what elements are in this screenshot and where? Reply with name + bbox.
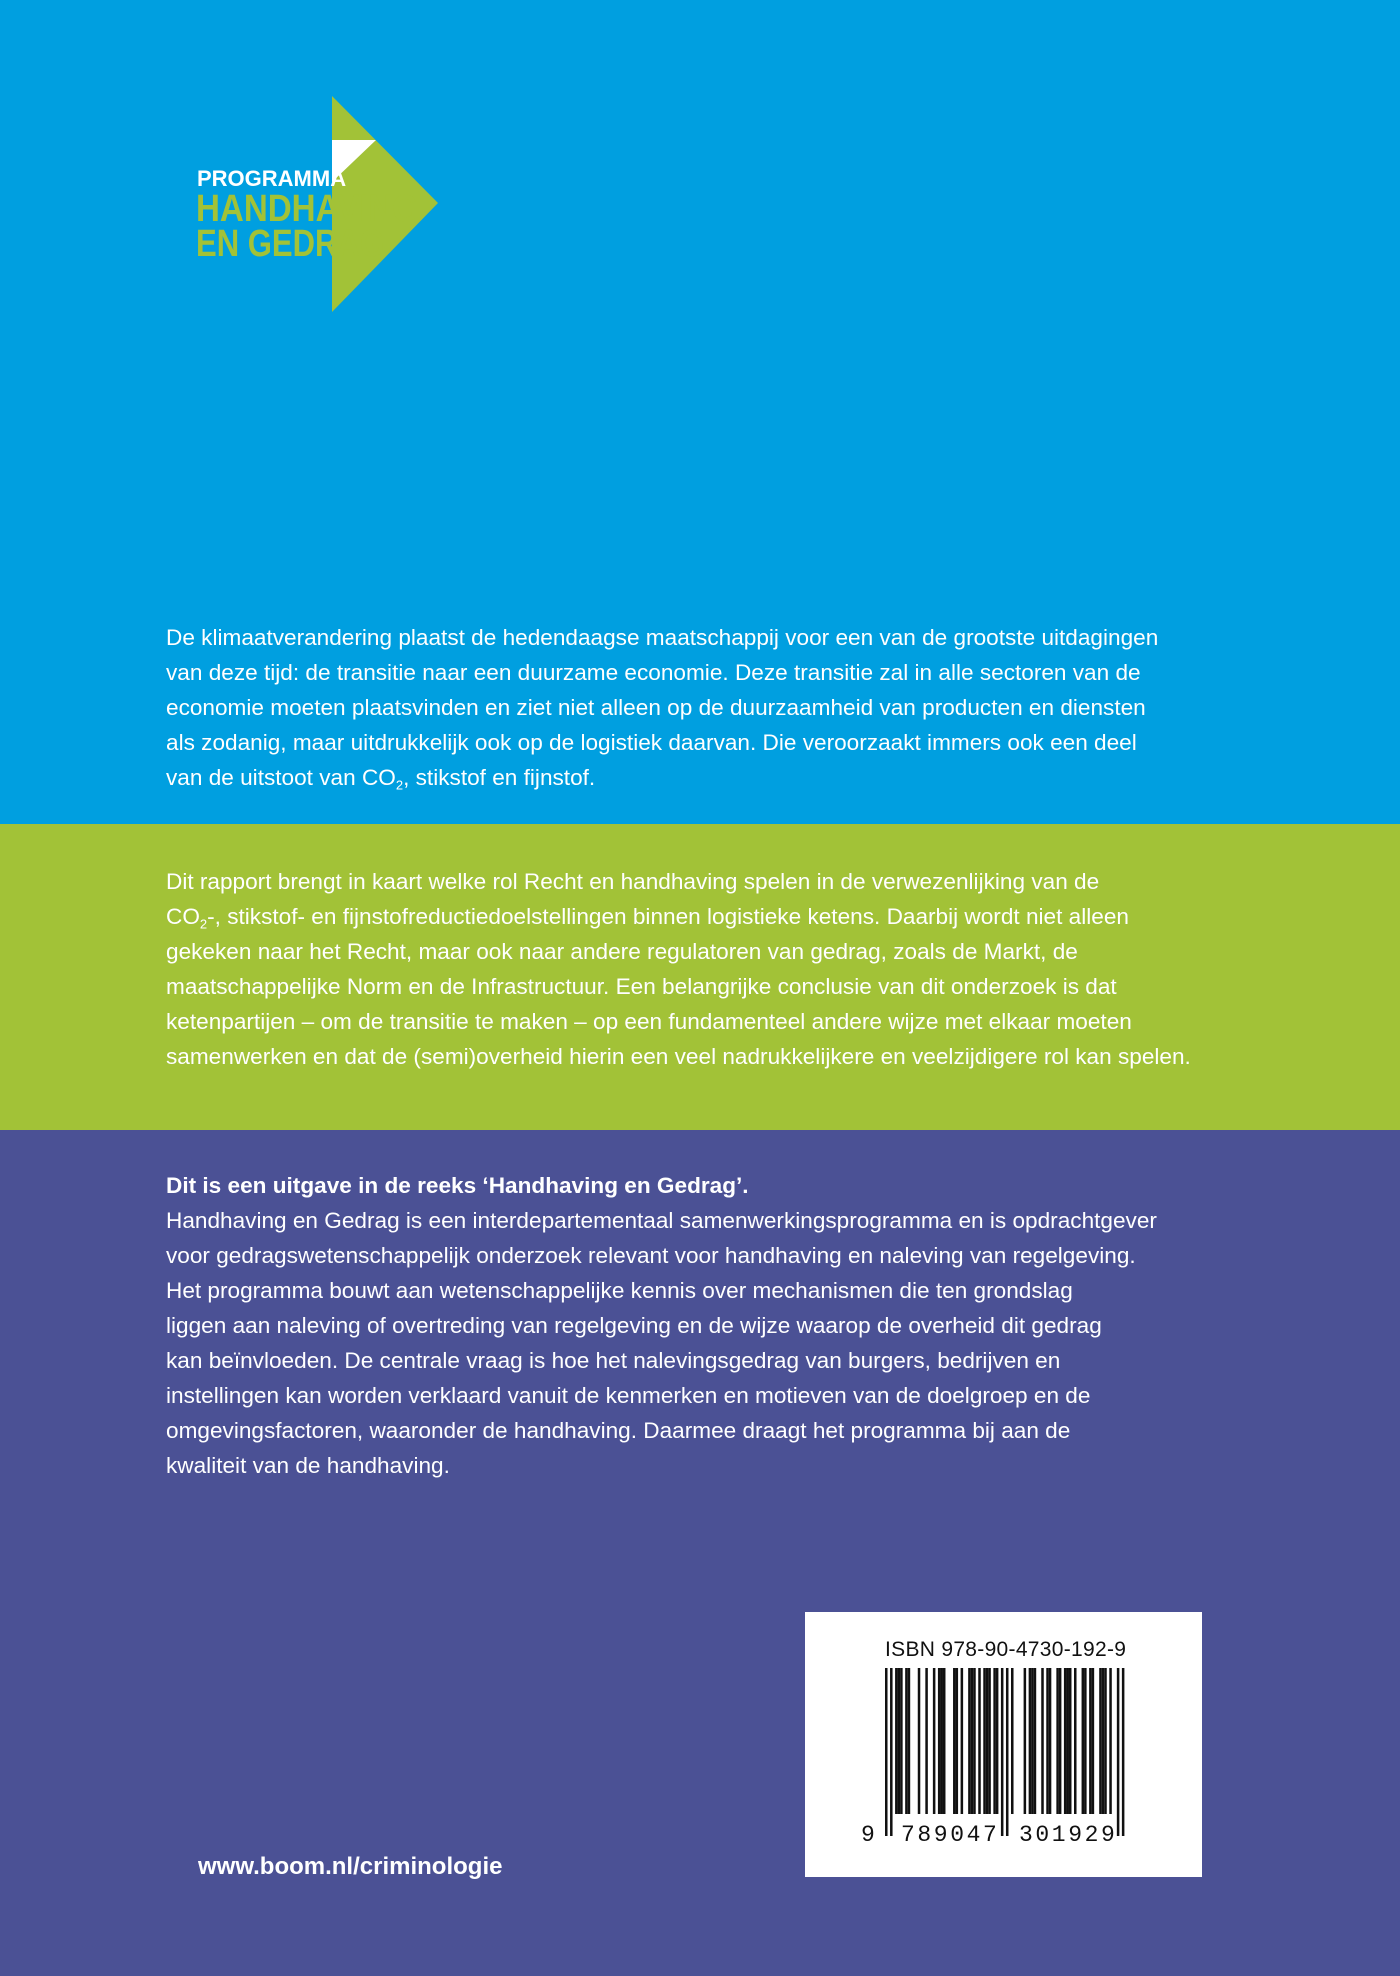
series-line: Het programma bouwt aan wetenschappelijke kennis over mechanismen die ten grondslag xyxy=(166,1278,1073,1303)
barcode-bar xyxy=(1034,1668,1037,1814)
barcode-bar xyxy=(1056,1668,1059,1814)
barcode-bar xyxy=(943,1668,946,1814)
barcode-bar xyxy=(1102,1668,1105,1814)
barcode-bar xyxy=(1084,1668,1087,1814)
barcode-bar xyxy=(908,1668,911,1814)
barcode-bar xyxy=(1024,1668,1027,1814)
barcode-bar xyxy=(973,1668,976,1814)
barcode-bar xyxy=(956,1668,959,1814)
barcode-bar xyxy=(996,1668,999,1814)
barcode-bar xyxy=(895,1668,898,1814)
barcode-bar xyxy=(898,1668,901,1814)
intro-line: economie moeten plaatsvinden en ziet niet alleen op de duurzaamheid van producten en diensten xyxy=(166,695,1146,720)
barcode-bar xyxy=(1122,1668,1125,1836)
barcode-bar xyxy=(1046,1668,1049,1814)
barcode-bar xyxy=(890,1668,893,1836)
barcode-bar xyxy=(1001,1668,1004,1836)
series-line: liggen aan naleving of overtreding van regelgeving en de wijze waarop de overheid dit gedrag xyxy=(166,1313,1102,1338)
intro-line: De klimaatverandering plaatst de hedendaagse maatschappij voor een van de grootste uitdagingen xyxy=(166,625,1159,650)
intro-line: als zodanig, maar uitdrukkelijk ook op de logistiek daarvan. Die veroorzaakt immers ook een deel xyxy=(166,730,1137,755)
series-paragraph xyxy=(166,1168,1276,1483)
barcode-bar xyxy=(900,1668,903,1814)
logo-line-en-gedrag: EN GEDRAG xyxy=(196,223,384,265)
barcode-digits-left: 789047 xyxy=(901,1822,1000,1848)
arrow-logo-icon xyxy=(196,96,442,314)
series-line: omgevingsfactoren, waaronder de handhaving. Daarmee draagt het programma bij aan de xyxy=(166,1418,1071,1443)
barcode-bar xyxy=(938,1668,941,1814)
barcode-bar xyxy=(1069,1668,1072,1814)
barcode-bar xyxy=(1064,1668,1067,1814)
series-line: kwaliteit van de handhaving. xyxy=(166,1453,450,1478)
barcode-bar xyxy=(1109,1668,1112,1814)
barcode-bar xyxy=(905,1668,908,1814)
summary-line: Dit rapport brengt in kaart welke rol Recht en handhaving spelen in de verwezenlijking van de xyxy=(166,869,1100,894)
series-line: instellingen kan worden verklaard vanuit de kenmerken en motieven van de doelgroep en de xyxy=(166,1383,1091,1408)
barcode-bar xyxy=(986,1668,989,1814)
summary-line: maatschappelijke Norm en de Infrastructuur. Een belangrijke conclusie van dit onderzoek is dat xyxy=(166,974,1117,999)
series-lead: Dit is een uitgave in de reeks ‘Handhaving en Gedrag’. xyxy=(166,1173,749,1198)
barcode-bar xyxy=(993,1668,996,1814)
series-line: Handhaving en Gedrag is een interdepartementaal samenwerkingsprogramma en is opdrachtgever xyxy=(166,1208,1157,1233)
logo-line-programma: PROGRAMMA xyxy=(197,166,347,191)
barcode-bar xyxy=(1082,1668,1085,1814)
summary-line: $CO_2-$, stikstof- en fijnstofreductiedoelstellingen binnen logistieke ketens. Daarbij wordt niet alleen xyxy=(166,904,1129,932)
summary-line: ketenpartijen – om de transitie te maken – op een fundamenteel andere wijze met elkaar moeten xyxy=(166,1009,1132,1034)
barcode-bar xyxy=(933,1668,936,1814)
programma-handhaving-en-gedrag-logo xyxy=(196,96,442,314)
barcode-bar xyxy=(1089,1668,1092,1814)
barcode-bar xyxy=(961,1668,964,1814)
barcode-bar xyxy=(1006,1668,1009,1836)
logo-line-handhaving: HANDHAVING xyxy=(196,188,418,230)
intro-paragraph xyxy=(166,620,1276,795)
intro-line: van de uitstoot van $CO_2$, stikstof en fijnstof. xyxy=(166,765,596,793)
barcode-bar xyxy=(1066,1668,1069,1814)
barcode-bar xyxy=(968,1668,971,1814)
barcode-bar xyxy=(940,1668,943,1814)
barcode-bar xyxy=(1041,1668,1044,1814)
barcode-digits xyxy=(805,1822,1202,1852)
barcode-bar xyxy=(1074,1668,1077,1814)
barcode-bar xyxy=(1029,1668,1032,1814)
barcode-bar xyxy=(953,1668,956,1814)
barcode-bar xyxy=(988,1668,991,1814)
intro-line: van deze tijd: de transitie naar een duurzame economie. Deze transitie zal in alle sectoren van de xyxy=(166,660,1141,685)
barcode-bar xyxy=(1104,1668,1107,1814)
barcode-bar xyxy=(1059,1668,1062,1814)
barcode-bar xyxy=(925,1668,928,1814)
barcode-bar xyxy=(978,1668,981,1814)
barcode-bar xyxy=(1049,1668,1052,1814)
series-line: voor gedragswetenschappelijk onderzoek relevant voor handhaving en naleving van regelgeving. xyxy=(166,1243,1136,1268)
summary-line: gekeken naar het Recht, maar ook naar andere regulatoren van gedrag, zoals de Markt, de xyxy=(166,939,1078,964)
summary-line: samenwerken en dat de (semi)overheid hierin een veel nadrukkelijkere en veelzijdigere rol kan spelen. xyxy=(166,1044,1191,1069)
barcode-bar xyxy=(971,1668,974,1814)
barcode-bar xyxy=(1099,1668,1102,1814)
barcode-bar xyxy=(885,1668,888,1836)
barcode-bar xyxy=(918,1668,921,1814)
isbn-barcode-box xyxy=(805,1612,1202,1877)
publisher-url[interactable]: www.boom.nl/criminologie xyxy=(198,1853,503,1880)
barcode-bar xyxy=(1117,1668,1120,1836)
summary-paragraph xyxy=(166,864,1306,1074)
barcode-digit-first: 9 xyxy=(861,1822,875,1848)
barcode-bar xyxy=(1092,1668,1095,1814)
series-line: kan beïnvloeden. De centrale vraag is hoe het nalevingsgedrag van burgers, bedrijven en xyxy=(166,1348,1061,1373)
barcode-bar xyxy=(1031,1668,1034,1814)
barcode-digits-right: 301929 xyxy=(1019,1822,1118,1848)
barcode-bar xyxy=(983,1668,986,1814)
barcode-bar xyxy=(1011,1668,1014,1814)
isbn-label: ISBN 978-90-4730-192-9 xyxy=(885,1638,1127,1661)
